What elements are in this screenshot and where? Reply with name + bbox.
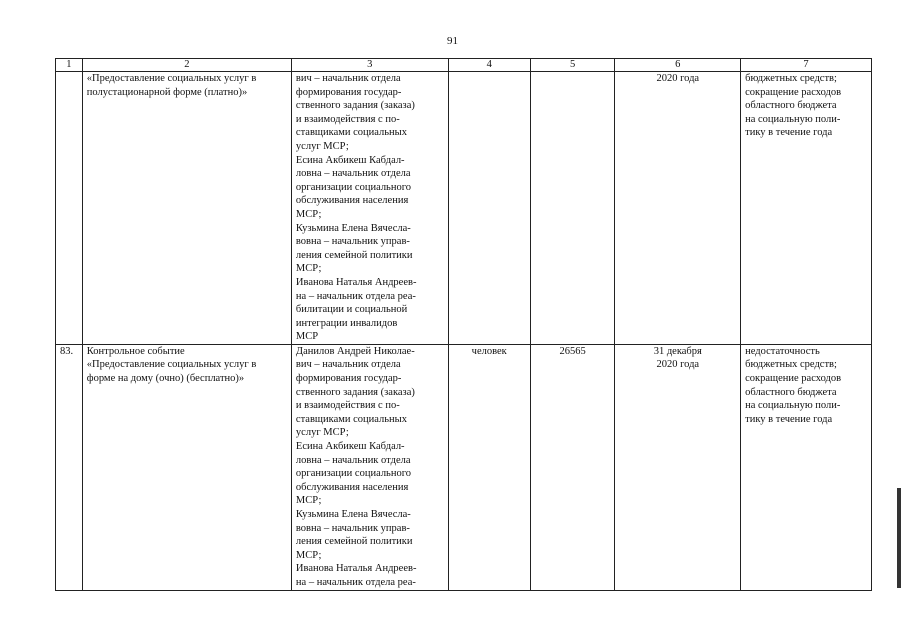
cell-risk-line: бюджетных средств; <box>745 73 837 84</box>
cell-responsible-line: организации социального <box>295 468 412 480</box>
cell-date-line: 31 декабря <box>653 345 702 357</box>
cell-responsible-line: услуг МСР; <box>295 427 349 439</box>
header-col-4: 4 <box>448 59 530 72</box>
cell-risk-line: на социальную поли- <box>745 400 841 412</box>
cell-risk-line: сокращение расходов <box>745 373 842 385</box>
header-col-6: 6 <box>615 59 741 72</box>
cell-risk-line: тику в течение года <box>745 413 833 425</box>
cell-responsible-line: интеграции инвалидов <box>295 317 398 329</box>
cell-date-line: 2020 года <box>656 73 700 84</box>
cell-event-line: форме на дому (очно) (бесплатно)» <box>86 373 245 385</box>
cell-responsible-line: обслуживания населения <box>295 195 409 207</box>
cell-responsible-line: вич – начальник отдела <box>295 359 401 371</box>
cell-risk-line: областного бюджета <box>745 100 837 112</box>
cell-value-line: 26565 <box>559 345 586 357</box>
cell-responsible-line: ственного задания (заказа) <box>295 100 415 112</box>
cell-responsible-line: на – начальник отдела реа- <box>295 576 416 588</box>
cell-unit <box>448 344 530 590</box>
cell-responsible-line: ления семейной политики <box>295 536 413 548</box>
cell-responsible-line: ления семейной политики <box>295 249 413 261</box>
cell-responsible <box>291 344 448 590</box>
cell-unit <box>448 72 530 345</box>
cell-date-line: 2020 года <box>656 359 700 371</box>
cell-date <box>615 72 741 345</box>
cell-responsible-line: Кузьмина Елена Вячесла- <box>295 509 411 520</box>
scan-edge-mark <box>897 488 901 588</box>
cell-responsible-line: на – начальник отдела реа- <box>295 290 416 302</box>
cell-responsible-line: ловна – начальник отдела <box>295 168 411 180</box>
cell-risk <box>741 72 872 345</box>
cell-risk-line: на социальную поли- <box>745 113 841 125</box>
header-row <box>56 59 872 72</box>
cell-event-line: «Предоставление социальных услуг в <box>86 73 257 84</box>
cell-responsible-line: МСР; <box>295 549 322 561</box>
cell-responsible-line: ловна – начальник отдела <box>295 454 411 466</box>
cell-number: 83. <box>56 344 83 590</box>
plan-table <box>55 58 872 591</box>
cell-event <box>82 72 291 345</box>
cell-risk-line: тику в течение года <box>745 127 833 139</box>
header-col-5: 5 <box>530 59 614 72</box>
cell-responsible-line: МСР; <box>295 263 322 275</box>
cell-risk-line: сокращение расходов <box>745 86 842 98</box>
cell-responsible-line: МСР; <box>295 208 322 220</box>
cell-responsible-line: ставщиками социальных <box>295 127 407 139</box>
cell-responsible-line: МСР <box>295 331 319 343</box>
cell-responsible-line: вич – начальник отдела <box>295 73 401 84</box>
cell-responsible-line: билитации и социальной <box>295 304 408 316</box>
cell-responsible-line: вовна – начальник управ- <box>295 522 410 534</box>
cell-risk <box>741 344 872 590</box>
cell-responsible-line: МСР; <box>295 495 322 507</box>
header-col-3: 3 <box>291 59 448 72</box>
table-body <box>56 72 872 591</box>
header-col-1: 1 <box>56 59 83 72</box>
cell-event-line: полустационарной форме (платно)» <box>86 86 248 98</box>
cell-responsible-line: вовна – начальник управ- <box>295 236 410 248</box>
cell-event <box>82 344 291 590</box>
cell-risk-line: недостаточность <box>745 345 820 357</box>
cell-date <box>615 344 741 590</box>
cell-responsible <box>291 72 448 345</box>
header-col-7: 7 <box>741 59 872 72</box>
cell-responsible-line: и взаимодействия с по- <box>295 400 400 412</box>
cell-responsible-line: обслуживания населения <box>295 481 409 493</box>
cell-value <box>530 72 614 345</box>
cell-responsible-line: Есина Акбикеш Кабдал- <box>295 441 405 453</box>
table-header <box>56 59 872 72</box>
cell-responsible-line: Есина Акбикеш Кабдал- <box>295 154 405 166</box>
cell-responsible-line: услуг МСР; <box>295 140 349 152</box>
cell-responsible-line: формирования государ- <box>295 373 402 385</box>
table-row <box>56 344 872 590</box>
cell-responsible-line: Данилов Андрей Николае- <box>295 345 415 357</box>
cell-responsible-line: формирования государ- <box>295 86 402 98</box>
cell-unit-line: человек <box>471 345 507 357</box>
cell-responsible-line: Кузьмина Елена Вячесла- <box>295 222 411 234</box>
cell-risk-line: областного бюджета <box>745 386 837 398</box>
header-col-2: 2 <box>82 59 291 72</box>
page-number: 91 <box>447 35 458 47</box>
cell-event-line: Контрольное событие <box>86 345 185 357</box>
cell-risk-line: бюджетных средств; <box>745 359 837 371</box>
cell-responsible-line: Иванова Наталья Андреев- <box>295 276 417 288</box>
cell-number <box>56 72 83 345</box>
cell-responsible-line: Иванова Наталья Андреев- <box>295 563 417 575</box>
cell-responsible-line: ственного задания (заказа) <box>295 386 415 398</box>
table-row <box>56 72 872 345</box>
cell-value <box>530 344 614 590</box>
cell-responsible-line: и взаимодействия с по- <box>295 113 400 125</box>
cell-responsible-line: ставщиками социальных <box>295 413 407 425</box>
cell-event-line: «Предоставление социальных услуг в <box>86 359 257 371</box>
cell-responsible-line: организации социального <box>295 181 412 193</box>
